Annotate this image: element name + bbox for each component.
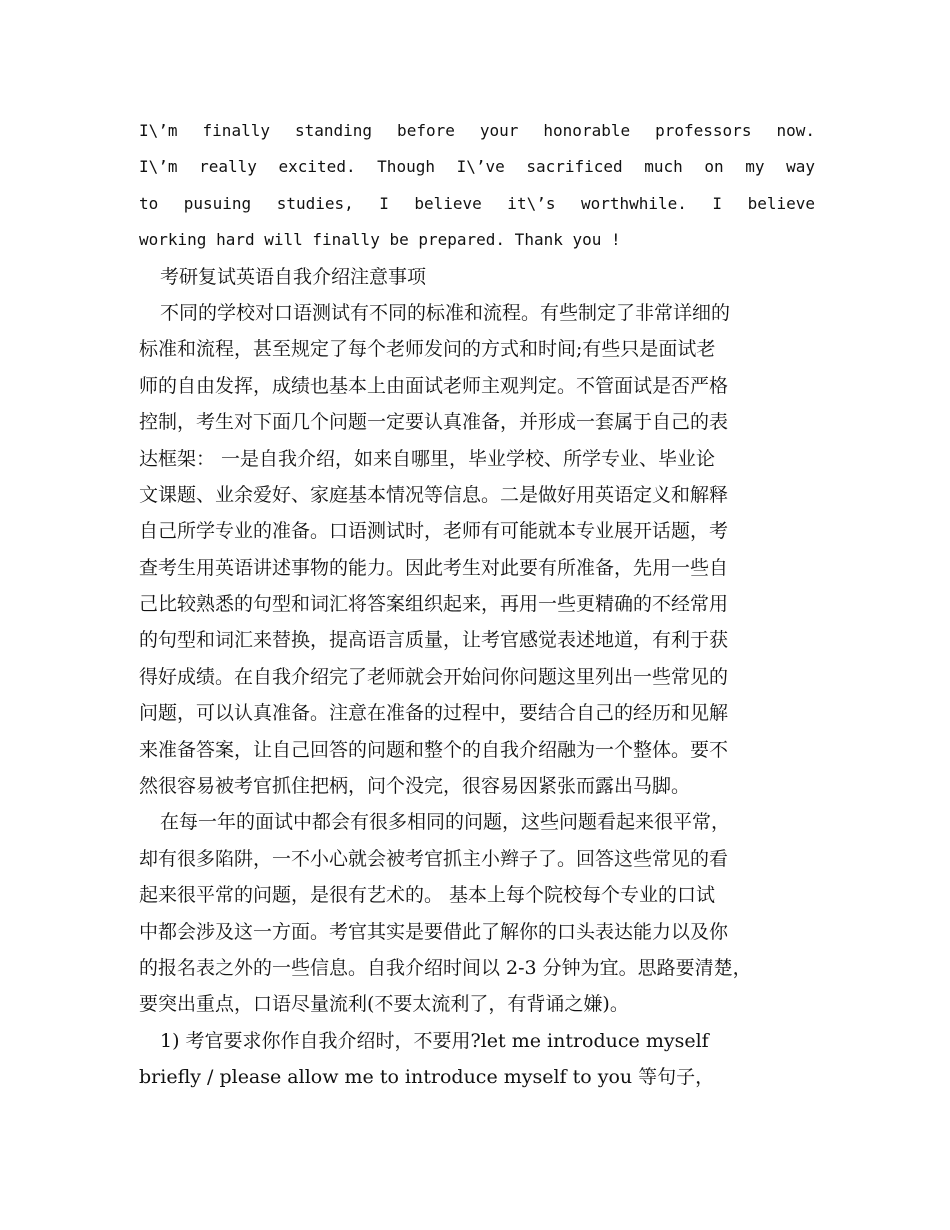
text-line: 不同的学校对口语测试有不同的标准和流程。有些制定了非常详细的 <box>160 301 731 324</box>
text-line: 自己所学专业的准备。口语测试时，老师有可能就本专业展开话题，考 <box>139 520 729 543</box>
paragraph-1 <box>139 295 819 804</box>
text-line: 在每一年的面试中都会有很多相同的问题，这些问题看起来很平常， <box>160 811 731 834</box>
paragraph-2 <box>139 804 819 1022</box>
text-line: 却有很多陷阱，一不小心就会被考官抓主小辫子了。回答这些常见的看 <box>139 847 729 870</box>
text-line: to pusuing studies, I believe it\’s worthwhile. I believe <box>139 193 815 213</box>
text-line: 来准备答案，让自己回答的问题和整个的自我介绍融为一个整体。要不 <box>139 738 729 761</box>
text-line: briefly / please allow me to introduce myself to you 等句子， <box>139 1066 715 1089</box>
text-line: 1) 考官要求你作自我介绍时，不要用?let me introduce myself <box>160 1029 709 1052</box>
list-item <box>139 1023 819 1096</box>
text-line: 达框架： 一是自我介绍，如来自哪里，毕业学校、所学专业、毕业论 <box>139 447 716 470</box>
text-line: 中都会涉及这一方面。考官其实是要借此了解你的口头表达能力以及你 <box>139 920 729 943</box>
text-line: 师的自由发挥，成绩也基本上由面试老师主观判定。不管面试是否严格 <box>139 374 729 397</box>
text-line: 控制，考生对下面几个问题一定要认真准备，并形成一套属于自己的表 <box>139 411 729 434</box>
english-paragraph <box>139 113 819 259</box>
text-line: 己比较熟悉的句型和词汇将答案组织起来，再用一些更精确的不经常用 <box>139 593 729 616</box>
text-line: 的句型和词汇来替换，提高语言质量，让考官感觉表述地道，有利于获 <box>139 629 729 652</box>
text-line: I\’m really excited. Though I\’ve sacrificed much on my way <box>139 157 815 177</box>
text-line: 要突出重点，口语尽量流利(不要太流利了，有背诵之嫌)。 <box>139 993 629 1016</box>
text-line: 的报名表之外的一些信息。自我介绍时间以 2-3 分钟为宜。思路要清楚， <box>139 956 752 979</box>
text-line: 然很容易被考官抓住把柄，问个没完，很容易因紧张而露出马脚。 <box>139 775 691 798</box>
section-heading: 考研复试英语自我介绍注意事项 <box>160 265 427 288</box>
document-body <box>139 113 819 1096</box>
text-line: 问题，可以认真准备。注意在准备的过程中，要结合自己的经历和见解 <box>139 702 729 725</box>
text-line: 查考生用英语讲述事物的能力。因此考生对此要有所准备，先用一些自 <box>139 556 729 579</box>
text-line: 文课题、业余爱好、家庭基本情况等信息。二是做好用英语定义和解释 <box>139 483 729 506</box>
text-line: working hard will finally be prepared. Thank you ! <box>139 230 621 250</box>
text-line: 得好成绩。在自我介绍完了老师就会开始问你问题这里列出一些常见的 <box>139 665 729 688</box>
text-line: I\’m finally standing before your honorable professors now. <box>139 121 815 140</box>
text-line: 起来很平常的问题，是很有艺术的。 基本上每个院校每个专业的口试 <box>139 884 716 907</box>
text-line: 标准和流程，甚至规定了每个老师发问的方式和时间;有些只是面试老 <box>139 338 716 361</box>
